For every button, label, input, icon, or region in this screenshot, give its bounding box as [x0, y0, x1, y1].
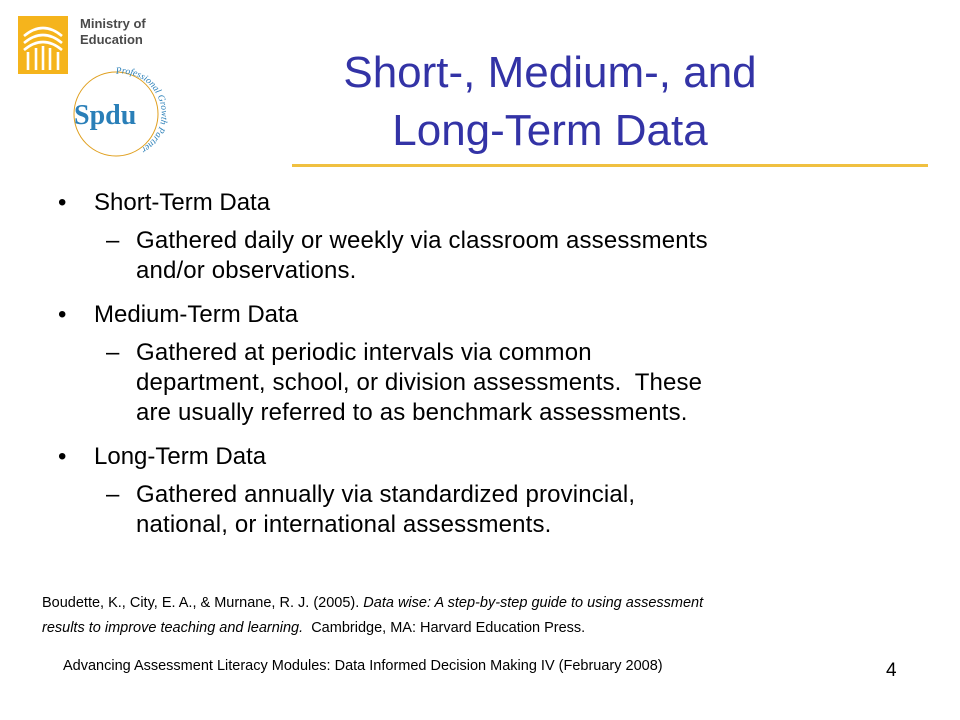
citation-line-2	[42, 616, 922, 641]
sub-bullet-long-term	[58, 480, 938, 540]
logo-area	[18, 12, 178, 162]
citation	[42, 591, 922, 641]
bullet-list	[58, 188, 938, 554]
sub-line: are usually referred to as benchmark assessments.	[136, 399, 688, 426]
ministry-line-2: Education	[80, 32, 143, 47]
bullet-dot: •	[58, 301, 67, 328]
sub-line: Gathered at periodic intervals via common	[136, 339, 592, 366]
dash-marker: –	[106, 227, 120, 254]
page-number: 4	[886, 660, 897, 681]
title-line-2: Long-Term Data	[392, 106, 708, 155]
bullet-dot: •	[58, 443, 67, 470]
sub-line: Gathered daily or weekly via classroom assessments	[136, 227, 708, 254]
ministry-line-1: Ministry of	[80, 16, 146, 31]
sub-line: Gathered annually via standardized provincial,	[136, 481, 636, 508]
bullet-heading: Long-Term Data	[94, 443, 267, 470]
sub-line: department, school, or division assessments. These	[136, 369, 703, 396]
sub-line: and/or observations.	[136, 257, 357, 284]
citation-title-part-2: results to improve teaching and learning.	[42, 620, 304, 636]
title-line-1: Short-, Medium-, and	[343, 48, 757, 97]
ministry-of-education-label	[80, 16, 146, 48]
citation-line-1	[42, 591, 922, 616]
bullet-short-term	[58, 188, 938, 218]
sub-bullet-medium-term	[58, 338, 938, 428]
bullet-long-term	[58, 442, 938, 472]
sub-line: national, or international assessments.	[136, 511, 552, 538]
title-divider	[292, 164, 928, 167]
spdu-wordmark: Spdu	[74, 100, 137, 131]
footer-text: Advancing Assessment Literacy Modules: Data Informed Decision Making IV (February 2008)	[63, 658, 663, 674]
citation-publisher: Cambridge, MA: Harvard Education Press.	[303, 620, 586, 636]
citation-title-part-1: Data wise: A step-by-step guide to using assessment	[363, 595, 704, 611]
sub-bullet-short-term	[58, 226, 938, 286]
bullet-medium-term	[58, 300, 938, 330]
dash-marker: –	[106, 339, 120, 366]
citation-authors: Boudette, K., City, E. A., & Murnane, R. J. (2005).	[42, 595, 364, 611]
bullet-heading: Short-Term Data	[94, 189, 271, 216]
ministry-wheat-logo	[18, 16, 68, 74]
page-title	[240, 44, 860, 160]
spdu-arc-text: Professional Growth Partner	[115, 66, 169, 155]
bullet-dot: •	[58, 189, 67, 216]
dash-marker: –	[106, 481, 120, 508]
spdu-logo	[68, 62, 178, 162]
bullet-heading: Medium-Term Data	[94, 301, 299, 328]
